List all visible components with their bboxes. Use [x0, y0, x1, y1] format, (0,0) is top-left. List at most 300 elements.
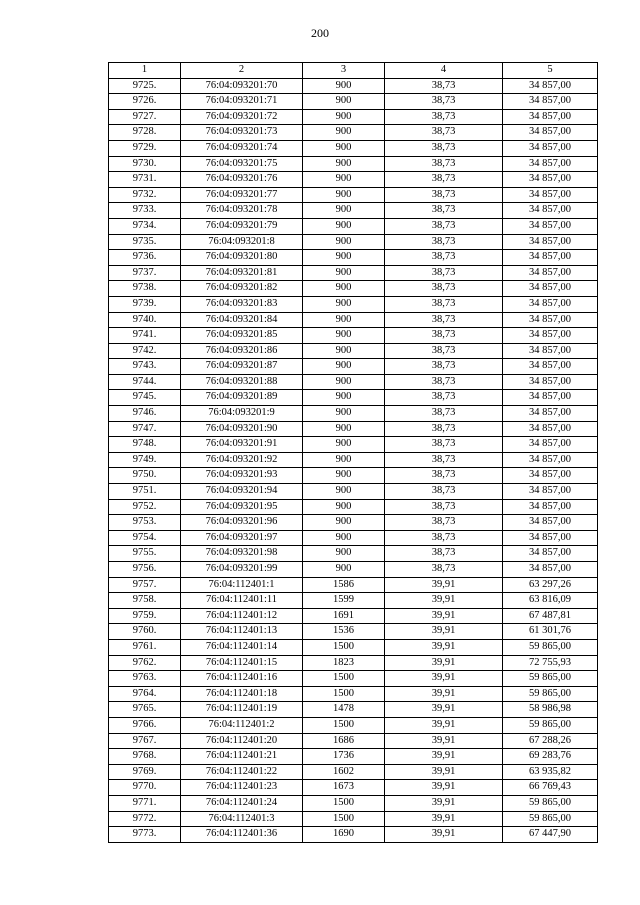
table-body: [109, 78, 598, 842]
row-number-cell: 9757.: [109, 577, 181, 593]
row-number-cell: 9751.: [109, 484, 181, 500]
rate-cell: 38,73: [385, 78, 503, 94]
table-row: [109, 686, 598, 702]
cadastral-number-cell: 76:04:112401:36: [181, 827, 303, 843]
cadastral-number-cell: 76:04:093201:74: [181, 140, 303, 156]
row-number-cell: 9748.: [109, 437, 181, 453]
amount-cell: 67 447,90: [503, 827, 598, 843]
amount-cell: 34 857,00: [503, 468, 598, 484]
amount-cell: 34 857,00: [503, 109, 598, 125]
amount-cell: 34 857,00: [503, 406, 598, 422]
row-number-cell: 9766.: [109, 717, 181, 733]
row-number-cell: 9772.: [109, 811, 181, 827]
rate-cell: 39,91: [385, 624, 503, 640]
row-number-cell: 9769.: [109, 764, 181, 780]
area-cell: 1500: [303, 639, 385, 655]
row-number-cell: 9773.: [109, 827, 181, 843]
rate-cell: 38,73: [385, 546, 503, 562]
area-cell: 900: [303, 515, 385, 531]
cadastral-number-cell: 76:04:093201:76: [181, 172, 303, 188]
amount-cell: 34 857,00: [503, 359, 598, 375]
table-row: [109, 94, 598, 110]
rate-cell: 38,73: [385, 281, 503, 297]
cadastral-number-cell: 76:04:093201:91: [181, 437, 303, 453]
rate-cell: 38,73: [385, 203, 503, 219]
area-cell: 900: [303, 421, 385, 437]
row-number-cell: 9728.: [109, 125, 181, 141]
cadastral-number-cell: 76:04:112401:12: [181, 608, 303, 624]
area-cell: 1500: [303, 795, 385, 811]
cadastral-number-cell: 76:04:093201:99: [181, 562, 303, 578]
area-cell: 1673: [303, 780, 385, 796]
cadastral-number-cell: 76:04:112401:13: [181, 624, 303, 640]
cadastral-number-cell: 76:04:112401:1: [181, 577, 303, 593]
area-cell: 1536: [303, 624, 385, 640]
row-number-cell: 9744.: [109, 374, 181, 390]
row-number-cell: 9752.: [109, 499, 181, 515]
cadastral-number-cell: 76:04:093201:80: [181, 250, 303, 266]
table-row: [109, 515, 598, 531]
row-number-cell: 9727.: [109, 109, 181, 125]
amount-cell: 34 857,00: [503, 484, 598, 500]
cadastral-number-cell: 76:04:093201:9: [181, 406, 303, 422]
amount-cell: 34 857,00: [503, 562, 598, 578]
rate-cell: 38,73: [385, 515, 503, 531]
area-cell: 900: [303, 562, 385, 578]
amount-cell: 34 857,00: [503, 452, 598, 468]
cadastral-number-cell: 76:04:093201:94: [181, 484, 303, 500]
amount-cell: 63 297,26: [503, 577, 598, 593]
rate-cell: 38,73: [385, 468, 503, 484]
table-row: [109, 281, 598, 297]
cadastral-number-cell: 76:04:093201:8: [181, 234, 303, 250]
amount-cell: 34 857,00: [503, 390, 598, 406]
area-cell: 900: [303, 530, 385, 546]
row-number-cell: 9742.: [109, 343, 181, 359]
column-header-1: 1: [109, 63, 181, 79]
amount-cell: 59 865,00: [503, 639, 598, 655]
area-cell: 1586: [303, 577, 385, 593]
amount-cell: 34 857,00: [503, 265, 598, 281]
area-cell: 1500: [303, 717, 385, 733]
area-cell: 900: [303, 94, 385, 110]
row-number-cell: 9738.: [109, 281, 181, 297]
table-row: [109, 437, 598, 453]
row-number-cell: 9770.: [109, 780, 181, 796]
cadastral-number-cell: 76:04:112401:16: [181, 671, 303, 687]
amount-cell: 67 288,26: [503, 733, 598, 749]
amount-cell: 34 857,00: [503, 374, 598, 390]
rate-cell: 39,91: [385, 811, 503, 827]
table-row: [109, 452, 598, 468]
row-number-cell: 9759.: [109, 608, 181, 624]
cadastral-number-cell: 76:04:093201:75: [181, 156, 303, 172]
table-row: [109, 312, 598, 328]
table-row: [109, 671, 598, 687]
cadastral-number-cell: 76:04:112401:19: [181, 702, 303, 718]
row-number-cell: 9760.: [109, 624, 181, 640]
amount-cell: 59 865,00: [503, 671, 598, 687]
table-row: [109, 546, 598, 562]
rate-cell: 38,73: [385, 250, 503, 266]
rate-cell: 39,91: [385, 639, 503, 655]
cadastral-number-cell: 76:04:093201:71: [181, 94, 303, 110]
rate-cell: 38,73: [385, 172, 503, 188]
table-row: [109, 109, 598, 125]
row-number-cell: 9731.: [109, 172, 181, 188]
area-cell: 900: [303, 546, 385, 562]
table-row: [109, 343, 598, 359]
cadastral-number-cell: 76:04:093201:85: [181, 328, 303, 344]
cadastral-number-cell: 76:04:093201:82: [181, 281, 303, 297]
area-cell: 900: [303, 156, 385, 172]
cadastral-number-cell: 76:04:093201:70: [181, 78, 303, 94]
table-header: [109, 63, 598, 79]
area-cell: 900: [303, 234, 385, 250]
area-cell: 900: [303, 343, 385, 359]
amount-cell: 34 857,00: [503, 499, 598, 515]
rate-cell: 38,73: [385, 125, 503, 141]
rate-cell: 38,73: [385, 359, 503, 375]
amount-cell: 69 283,76: [503, 749, 598, 765]
table-row: [109, 390, 598, 406]
row-number-cell: 9768.: [109, 749, 181, 765]
row-number-cell: 9736.: [109, 250, 181, 266]
rate-cell: 38,73: [385, 452, 503, 468]
row-number-cell: 9758.: [109, 593, 181, 609]
amount-cell: 63 816,09: [503, 593, 598, 609]
rate-cell: 38,73: [385, 187, 503, 203]
cadastral-number-cell: 76:04:093201:95: [181, 499, 303, 515]
area-cell: 1478: [303, 702, 385, 718]
amount-cell: 66 769,43: [503, 780, 598, 796]
cadastral-number-cell: 76:04:093201:86: [181, 343, 303, 359]
column-header-3: 3: [303, 63, 385, 79]
area-cell: 900: [303, 172, 385, 188]
area-cell: 900: [303, 281, 385, 297]
table-row: [109, 187, 598, 203]
amount-cell: 34 857,00: [503, 546, 598, 562]
row-number-cell: 9739.: [109, 296, 181, 312]
row-number-cell: 9764.: [109, 686, 181, 702]
area-cell: 900: [303, 187, 385, 203]
cadastral-number-cell: 76:04:093201:73: [181, 125, 303, 141]
rate-cell: 39,91: [385, 577, 503, 593]
column-header-2: 2: [181, 63, 303, 79]
rate-cell: 38,73: [385, 343, 503, 359]
row-number-cell: 9740.: [109, 312, 181, 328]
area-cell: 900: [303, 468, 385, 484]
rate-cell: 38,73: [385, 374, 503, 390]
table-row: [109, 172, 598, 188]
amount-cell: 34 857,00: [503, 218, 598, 234]
row-number-cell: 9743.: [109, 359, 181, 375]
amount-cell: 59 865,00: [503, 811, 598, 827]
amount-cell: 34 857,00: [503, 328, 598, 344]
rate-cell: 38,73: [385, 562, 503, 578]
table-row: [109, 749, 598, 765]
rate-cell: 39,91: [385, 608, 503, 624]
amount-cell: 59 865,00: [503, 717, 598, 733]
amount-cell: 34 857,00: [503, 187, 598, 203]
amount-cell: 34 857,00: [503, 125, 598, 141]
amount-cell: 34 857,00: [503, 203, 598, 219]
rate-cell: 39,91: [385, 717, 503, 733]
rate-cell: 39,91: [385, 702, 503, 718]
amount-cell: 34 857,00: [503, 172, 598, 188]
rate-cell: 38,73: [385, 296, 503, 312]
row-number-cell: 9765.: [109, 702, 181, 718]
cadastral-number-cell: 76:04:112401:2: [181, 717, 303, 733]
row-number-cell: 9762.: [109, 655, 181, 671]
area-cell: 1823: [303, 655, 385, 671]
amount-cell: 61 301,76: [503, 624, 598, 640]
table-row: [109, 140, 598, 156]
amount-cell: 34 857,00: [503, 140, 598, 156]
column-header-5: 5: [503, 63, 598, 79]
row-number-cell: 9750.: [109, 468, 181, 484]
rate-cell: 38,73: [385, 94, 503, 110]
rate-cell: 38,73: [385, 406, 503, 422]
amount-cell: 34 857,00: [503, 234, 598, 250]
cadastral-number-cell: 76:04:093201:96: [181, 515, 303, 531]
cadastral-number-cell: 76:04:093201:98: [181, 546, 303, 562]
area-cell: 900: [303, 437, 385, 453]
table-row: [109, 827, 598, 843]
rate-cell: 38,73: [385, 328, 503, 344]
cadastral-number-cell: 76:04:093201:81: [181, 265, 303, 281]
table-row: [109, 624, 598, 640]
table-row: [109, 795, 598, 811]
table-row: [109, 530, 598, 546]
row-number-cell: 9755.: [109, 546, 181, 562]
rate-cell: 39,91: [385, 655, 503, 671]
area-cell: 1599: [303, 593, 385, 609]
table-row: [109, 203, 598, 219]
cadastral-number-cell: 76:04:093201:89: [181, 390, 303, 406]
table-row: [109, 764, 598, 780]
cadastral-number-cell: 76:04:093201:72: [181, 109, 303, 125]
area-cell: 900: [303, 328, 385, 344]
area-cell: 900: [303, 218, 385, 234]
amount-cell: 34 857,00: [503, 343, 598, 359]
row-number-cell: 9726.: [109, 94, 181, 110]
rate-cell: 39,91: [385, 749, 503, 765]
area-cell: 1691: [303, 608, 385, 624]
data-table: [108, 62, 598, 843]
area-cell: 1500: [303, 686, 385, 702]
amount-cell: 59 865,00: [503, 795, 598, 811]
area-cell: 900: [303, 390, 385, 406]
row-number-cell: 9767.: [109, 733, 181, 749]
cadastral-number-cell: 76:04:112401:23: [181, 780, 303, 796]
area-cell: 900: [303, 125, 385, 141]
rate-cell: 38,73: [385, 437, 503, 453]
rate-cell: 38,73: [385, 484, 503, 500]
cadastral-number-cell: 76:04:093201:97: [181, 530, 303, 546]
table-row: [109, 717, 598, 733]
row-number-cell: 9733.: [109, 203, 181, 219]
row-number-cell: 9729.: [109, 140, 181, 156]
area-cell: 900: [303, 374, 385, 390]
amount-cell: 34 857,00: [503, 296, 598, 312]
area-cell: 900: [303, 109, 385, 125]
header-row: [109, 63, 598, 79]
cadastral-number-cell: 76:04:112401:15: [181, 655, 303, 671]
cadastral-number-cell: 76:04:112401:3: [181, 811, 303, 827]
amount-cell: 34 857,00: [503, 156, 598, 172]
table-row: [109, 156, 598, 172]
area-cell: 1690: [303, 827, 385, 843]
rate-cell: 38,73: [385, 140, 503, 156]
table-row: [109, 593, 598, 609]
rate-cell: 38,73: [385, 312, 503, 328]
page-number: 200: [311, 26, 329, 40]
row-number-cell: 9732.: [109, 187, 181, 203]
row-number-cell: 9756.: [109, 562, 181, 578]
rate-cell: 39,91: [385, 780, 503, 796]
area-cell: 900: [303, 140, 385, 156]
area-cell: 900: [303, 296, 385, 312]
row-number-cell: 9745.: [109, 390, 181, 406]
row-number-cell: 9763.: [109, 671, 181, 687]
area-cell: 900: [303, 250, 385, 266]
area-cell: 1500: [303, 811, 385, 827]
amount-cell: 34 857,00: [503, 437, 598, 453]
row-number-cell: 9771.: [109, 795, 181, 811]
amount-cell: 59 865,00: [503, 686, 598, 702]
rate-cell: 39,91: [385, 733, 503, 749]
cadastral-number-cell: 76:04:112401:18: [181, 686, 303, 702]
table-row: [109, 780, 598, 796]
table-row: [109, 78, 598, 94]
table-row: [109, 374, 598, 390]
rate-cell: 39,91: [385, 827, 503, 843]
table-row: [109, 359, 598, 375]
rate-cell: 38,73: [385, 421, 503, 437]
amount-cell: 34 857,00: [503, 530, 598, 546]
area-cell: 900: [303, 499, 385, 515]
table-row: [109, 328, 598, 344]
cadastral-number-cell: 76:04:112401:20: [181, 733, 303, 749]
rate-cell: 38,73: [385, 499, 503, 515]
rate-cell: 39,91: [385, 671, 503, 687]
row-number-cell: 9747.: [109, 421, 181, 437]
cadastral-number-cell: 76:04:093201:90: [181, 421, 303, 437]
table-row: [109, 406, 598, 422]
area-cell: 1602: [303, 764, 385, 780]
amount-cell: 58 986,98: [503, 702, 598, 718]
amount-cell: 34 857,00: [503, 94, 598, 110]
amount-cell: 34 857,00: [503, 250, 598, 266]
area-cell: 900: [303, 203, 385, 219]
row-number-cell: 9741.: [109, 328, 181, 344]
table-row: [109, 421, 598, 437]
cadastral-number-cell: 76:04:093201:88: [181, 374, 303, 390]
table-row: [109, 265, 598, 281]
column-header-4: 4: [385, 63, 503, 79]
area-cell: 1736: [303, 749, 385, 765]
row-number-cell: 9761.: [109, 639, 181, 655]
row-number-cell: 9749.: [109, 452, 181, 468]
area-cell: 900: [303, 359, 385, 375]
table-row: [109, 639, 598, 655]
rate-cell: 38,73: [385, 265, 503, 281]
rate-cell: 39,91: [385, 795, 503, 811]
table-row: [109, 562, 598, 578]
table-row: [109, 484, 598, 500]
cadastral-number-cell: 76:04:112401:21: [181, 749, 303, 765]
table-row: [109, 296, 598, 312]
amount-cell: 34 857,00: [503, 515, 598, 531]
cadastral-number-cell: 76:04:112401:22: [181, 764, 303, 780]
row-number-cell: 9734.: [109, 218, 181, 234]
table-row: [109, 250, 598, 266]
rate-cell: 38,73: [385, 234, 503, 250]
cadastral-number-cell: 76:04:112401:11: [181, 593, 303, 609]
cadastral-number-cell: 76:04:093201:77: [181, 187, 303, 203]
rate-cell: 39,91: [385, 593, 503, 609]
table-row: [109, 499, 598, 515]
row-number-cell: 9754.: [109, 530, 181, 546]
cadastral-number-cell: 76:04:093201:93: [181, 468, 303, 484]
rate-cell: 38,73: [385, 218, 503, 234]
cadastral-number-cell: 76:04:112401:14: [181, 639, 303, 655]
cadastral-number-cell: 76:04:093201:79: [181, 218, 303, 234]
row-number-cell: 9737.: [109, 265, 181, 281]
table-row: [109, 218, 598, 234]
amount-cell: 63 935,82: [503, 764, 598, 780]
table-row: [109, 468, 598, 484]
table-row: [109, 733, 598, 749]
area-cell: 900: [303, 78, 385, 94]
amount-cell: 67 487,81: [503, 608, 598, 624]
cadastral-number-cell: 76:04:093201:83: [181, 296, 303, 312]
amount-cell: 72 755,93: [503, 655, 598, 671]
amount-cell: 34 857,00: [503, 421, 598, 437]
table-row: [109, 655, 598, 671]
table-row: [109, 608, 598, 624]
row-number-cell: 9735.: [109, 234, 181, 250]
table-row: [109, 811, 598, 827]
rate-cell: 38,73: [385, 390, 503, 406]
amount-cell: 34 857,00: [503, 312, 598, 328]
area-cell: 900: [303, 406, 385, 422]
cadastral-number-cell: 76:04:093201:92: [181, 452, 303, 468]
row-number-cell: 9730.: [109, 156, 181, 172]
area-cell: 900: [303, 312, 385, 328]
table-row: [109, 702, 598, 718]
row-number-cell: 9753.: [109, 515, 181, 531]
rate-cell: 38,73: [385, 156, 503, 172]
area-cell: 900: [303, 484, 385, 500]
rate-cell: 38,73: [385, 109, 503, 125]
cadastral-number-cell: 76:04:093201:84: [181, 312, 303, 328]
area-cell: 900: [303, 452, 385, 468]
rate-cell: 38,73: [385, 530, 503, 546]
area-cell: 1686: [303, 733, 385, 749]
rate-cell: 39,91: [385, 764, 503, 780]
amount-cell: 34 857,00: [503, 281, 598, 297]
row-number-cell: 9725.: [109, 78, 181, 94]
cadastral-number-cell: 76:04:093201:78: [181, 203, 303, 219]
row-number-cell: 9746.: [109, 406, 181, 422]
table-row: [109, 125, 598, 141]
rate-cell: 39,91: [385, 686, 503, 702]
area-cell: 900: [303, 265, 385, 281]
cadastral-number-cell: 76:04:112401:24: [181, 795, 303, 811]
cadastral-number-cell: 76:04:093201:87: [181, 359, 303, 375]
